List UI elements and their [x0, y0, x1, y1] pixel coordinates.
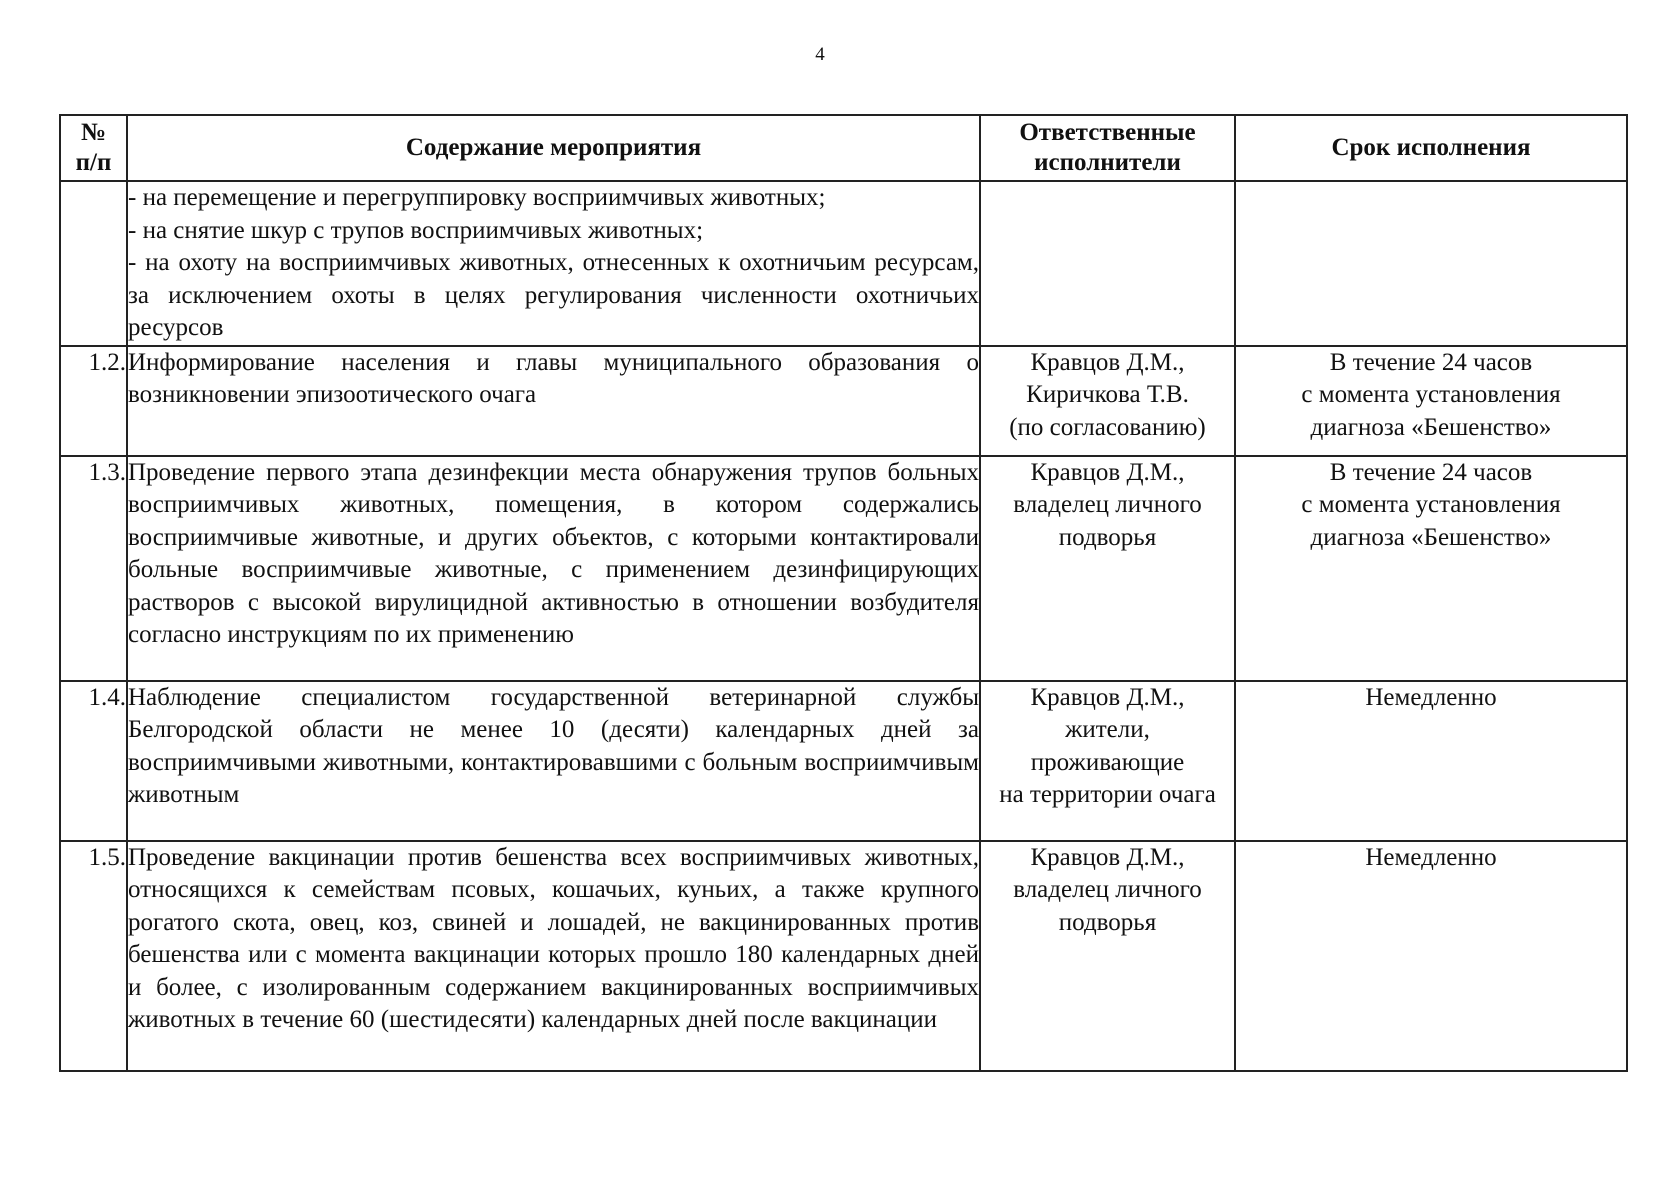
- responsible-line: владелец личного: [1013, 876, 1202, 903]
- deadline-line: диагноза «Бешенство»: [1310, 413, 1552, 441]
- responsible-line: Кравцов Д.М.,: [1030, 683, 1185, 711]
- page-number: 4: [815, 44, 825, 65]
- header-responsible-line2: исполнители: [1034, 149, 1181, 176]
- cell-content: Проведение вакцинации против бешенства всех восприимчивых животных, относящихся к семействам псовых, кошачьих, куньих, а также крупного рогатого скота, овец, коз, свиней и лошадей, не вакцинированных против бешенства или с момента вакцинации которых прошло 180 календарных дней и более, с изолированным содержанием вакцинированных восприимчивых животных в течение 60 (шестидесяти) календарных дней после вакцинации: [127, 841, 980, 1071]
- deadline-line: Немедленно: [1365, 683, 1497, 711]
- cell-num-empty: [60, 181, 127, 346]
- deadline-line: диагноза «Бешенство»: [1310, 523, 1552, 551]
- responsible-line: подворья: [1058, 523, 1157, 551]
- cell-content: Наблюдение специалистом государственной ветеринарной службы Белгородской области не менее 10 (десяти) календарных дней за восприимчивыми животными, контактировавшими с больным восприимчивым животным: [127, 681, 980, 841]
- header-deadline: Срок исполнения: [1235, 115, 1627, 181]
- cell-deadline: [1235, 346, 1627, 456]
- cell-content-continuation: [127, 181, 980, 346]
- cell-deadline-empty: [1235, 181, 1627, 346]
- cell-responsible: [980, 456, 1235, 681]
- table-row: [60, 456, 1627, 681]
- cell-num: 1.4.: [60, 681, 127, 841]
- responsible-line: на территории очага: [999, 781, 1216, 808]
- cell-content: Проведение первого этапа дезинфекции места обнаружения трупов больных восприимчивых животных, помещения, в котором содержались восприимчивые животные, и других объектов, с которыми контактировали больные восприимчивые животные, с применением дезинфицирующих растворов с высокой вирулицидной активностью в отношении возбудителя согласно инструкциям по их применению: [127, 456, 980, 681]
- cell-num: 1.3.: [60, 456, 127, 681]
- deadline-line: В течение 24 часов: [1329, 458, 1533, 486]
- header-responsible-line1: Ответственные: [1019, 119, 1196, 146]
- cell-deadline: [1235, 681, 1627, 841]
- cell-responsible: [980, 841, 1235, 1071]
- responsible-line: Киричкова Т.В.: [1026, 381, 1189, 408]
- cell-content: Информирование населения и главы муниципального образования о возникновении эпизоотического очага: [127, 346, 980, 456]
- cell-deadline: [1235, 456, 1627, 681]
- responsible-line: (по согласованию): [1009, 413, 1206, 441]
- header-responsible: [980, 115, 1235, 181]
- measures-table: [59, 114, 1628, 1072]
- list-item: - на снятие шкур с трупов восприимчивых животных;: [128, 216, 704, 244]
- restriction-list: [128, 182, 979, 345]
- cell-responsible: [980, 346, 1235, 456]
- list-item: - на перемещение и перегруппировку восприимчивых животных;: [128, 184, 826, 211]
- table-row: [60, 841, 1627, 1071]
- responsible-line: Кравцов Д.М.,: [1030, 843, 1185, 871]
- responsible-line: Кравцов Д.М.,: [1030, 348, 1185, 376]
- cell-responsible-empty: [980, 181, 1235, 346]
- header-content: Содержание мероприятия: [127, 115, 980, 181]
- deadline-line: с момента установления: [1301, 491, 1561, 518]
- table-row: [60, 681, 1627, 841]
- header-num-line2: п/п: [75, 149, 112, 176]
- deadline-line: Немедленно: [1365, 843, 1497, 871]
- deadline-line: В течение 24 часов: [1329, 348, 1533, 376]
- responsible-line: подворья: [1058, 908, 1157, 936]
- table-row: [60, 346, 1627, 456]
- list-item: - на охоту на восприимчивых животных, отнесенных к охотничьим ресурсам, за исключением охоты в целях регулирования численности охотничьих ресурсов: [128, 249, 979, 341]
- cell-num: 1.5.: [60, 841, 127, 1071]
- table-row-continuation: [60, 181, 1627, 346]
- header-num: [60, 115, 127, 181]
- responsible-line: проживающие: [1030, 748, 1185, 776]
- deadline-line: с момента установления: [1301, 381, 1561, 408]
- responsible-line: Кравцов Д.М.,: [1030, 458, 1185, 486]
- header-num-line1: №: [80, 119, 107, 146]
- responsible-line: владелец личного: [1013, 491, 1202, 518]
- cell-responsible: [980, 681, 1235, 841]
- responsible-line: жители,: [1065, 716, 1150, 743]
- cell-deadline: [1235, 841, 1627, 1071]
- cell-num: 1.2.: [60, 346, 127, 456]
- table-header-row: [60, 115, 1627, 181]
